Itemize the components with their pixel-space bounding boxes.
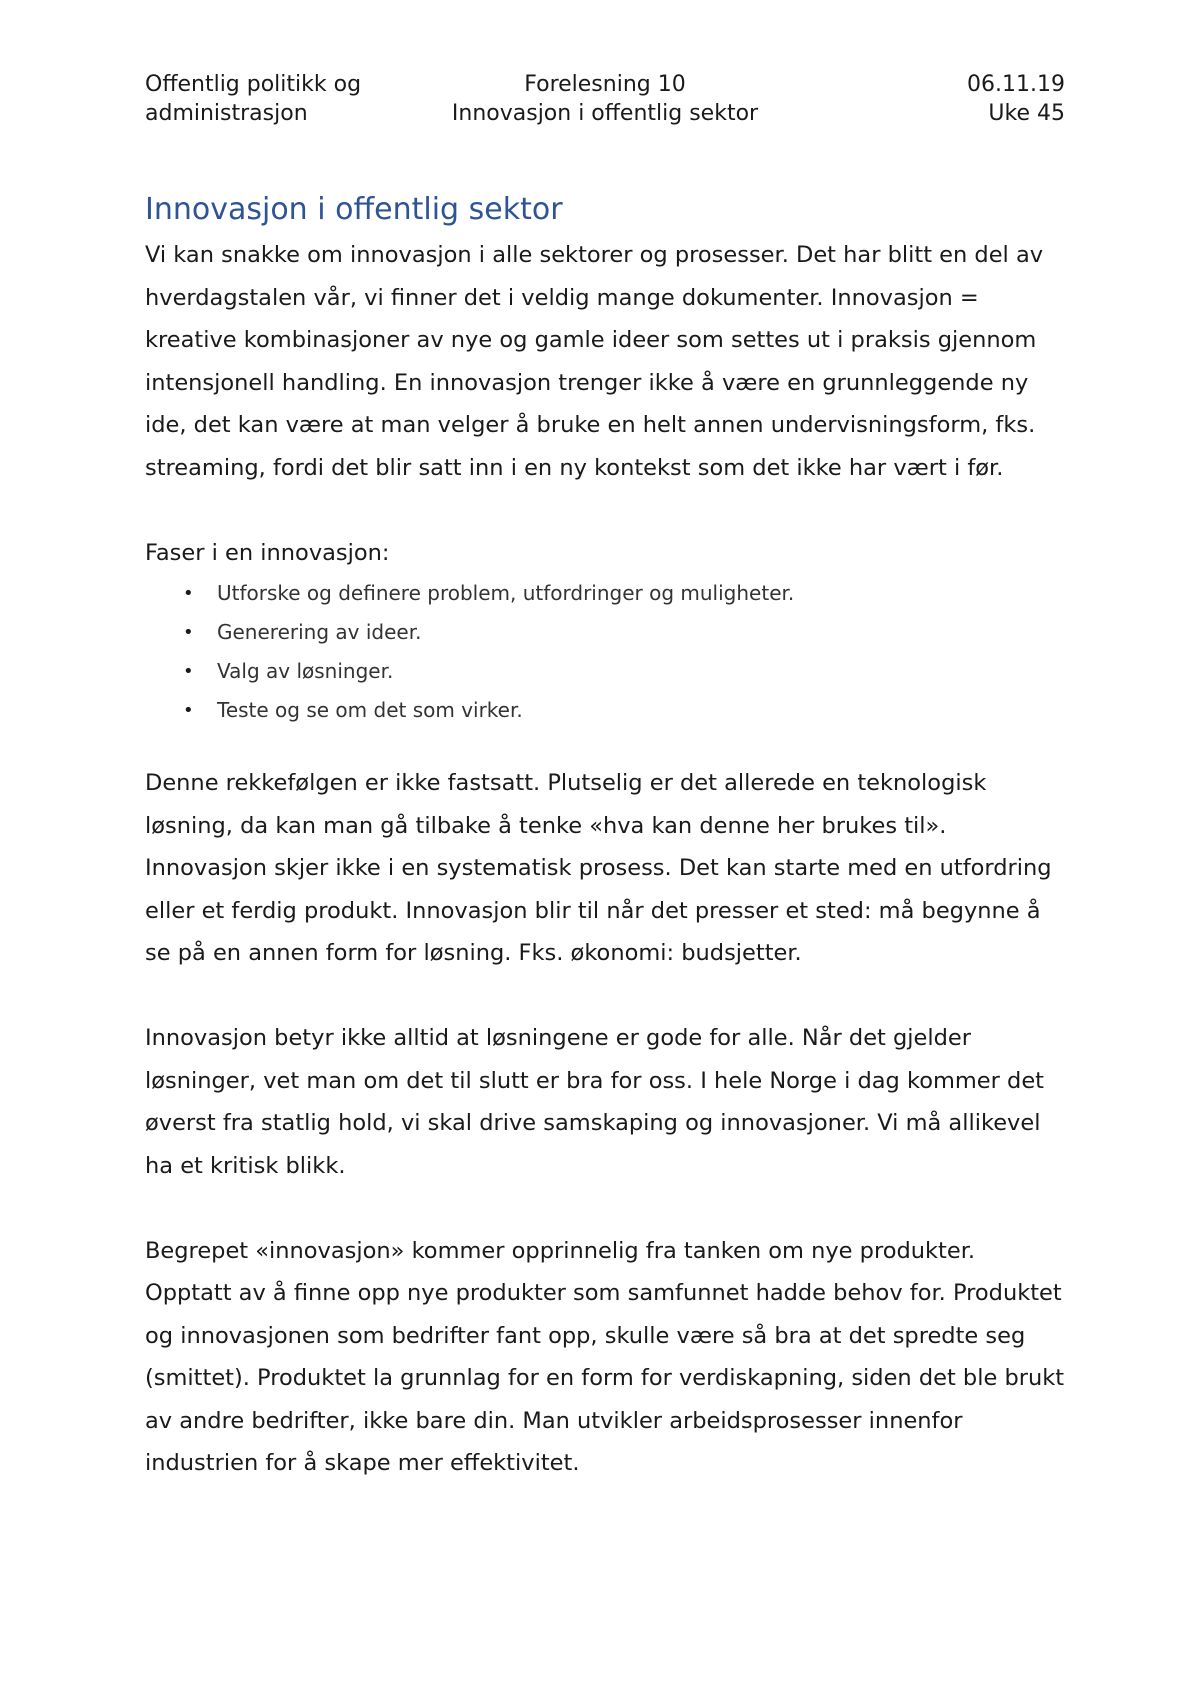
body-paragraph: Begrepet «innovasjon» kommer opprinnelig fra tanken om nye produkter. Opptatt av å finne opp nye produkter som samfunnet hadde behov for. Produktet og innovasjonen som bedrifter fant opp, skulle være så bra at det spredte seg (smittet). Produktet la grunnlag for en form for verdiskapning, siden det ble brukt av andre bedrifter, ikke bare din. Man utvikler arbeidsprosesser innenfor industrien for å skape mer effektivitet.: [145, 1237, 1065, 1476]
intro-paragraph: Vi kan snakke om innovasjon i alle sektorer og prosesser. Det har blitt en del av hverdagstalen vår, vi finner det i veldig mange dokumenter. Innovasjon = kreative kombinasjoner av nye og gamle ideer som settes ut i praksis gjennom intensjonell handling. En innovasjon trenger ikke å være en grunnleggende ny ide, det kan være at man velger å bruke en helt annen undervisningsform, fks. streaming, fordi det blir satt inn i en ny kontekst som det ikke har vært i før.: [145, 242, 1044, 481]
list-item: [183, 613, 1065, 652]
phases-label: Faser i en innovasjon:: [145, 539, 390, 566]
body-paragraph: Innovasjon betyr ikke alltid at løsningene er gode for alle. Når det gjelder løsninger, vet man om det til slutt er bra for oss. I hele Norge i dag kommer det øverst fra statlig hold, vi skal drive samskaping og innovasjoner. Vi må allikevel ha et kritisk blikk.: [145, 1025, 1045, 1179]
header-week: Uke 45: [988, 101, 1065, 126]
header-course: [145, 70, 452, 128]
list-item-text: Utforske og definere problem, utfordringer og muligheter.: [217, 581, 795, 605]
header-lecture-topic: Innovasjon i offentlig sektor: [451, 101, 759, 126]
list-item-text: Generering av ideer.: [217, 620, 422, 644]
header-date-value: 06.11.19: [967, 72, 1065, 97]
header-date: [758, 70, 1065, 128]
document-page: [145, 70, 1065, 1485]
page-header: [145, 70, 1065, 128]
bullet-icon: •: [183, 700, 194, 721]
bullet-icon: •: [183, 583, 194, 604]
header-lecture: [452, 70, 759, 128]
list-item: [183, 691, 1065, 730]
phases-list: [145, 574, 1065, 730]
section-heading: Innovasjon i offentlig sektor: [145, 192, 563, 227]
list-item: [183, 574, 1065, 613]
header-lecture-number: Forelesning 10: [524, 72, 686, 97]
bullet-icon: •: [183, 661, 194, 682]
list-item: [183, 652, 1065, 691]
list-item-text: Valg av løsninger.: [217, 659, 394, 683]
bullet-icon: •: [183, 622, 194, 643]
body-paragraph: Denne rekkefølgen er ikke fastsatt. Plutselig er det allerede en teknologisk løsning, da kan man gå tilbake å tenke «hva kan denne her brukes til». Innovasjon skjer ikke i en systematisk prosess. Det kan starte med en utfordring eller et ferdig produkt. Innovasjon blir til når det presser et sted: må begynne å se på en annen form for løsning. Fks. økonomi: budsjetter.: [145, 770, 1052, 966]
header-course-line-1: Offentlig politikk og: [145, 72, 362, 97]
list-item-text: Teste og se om det som virker.: [217, 698, 523, 722]
header-course-line-2: administrasjon: [145, 101, 308, 126]
